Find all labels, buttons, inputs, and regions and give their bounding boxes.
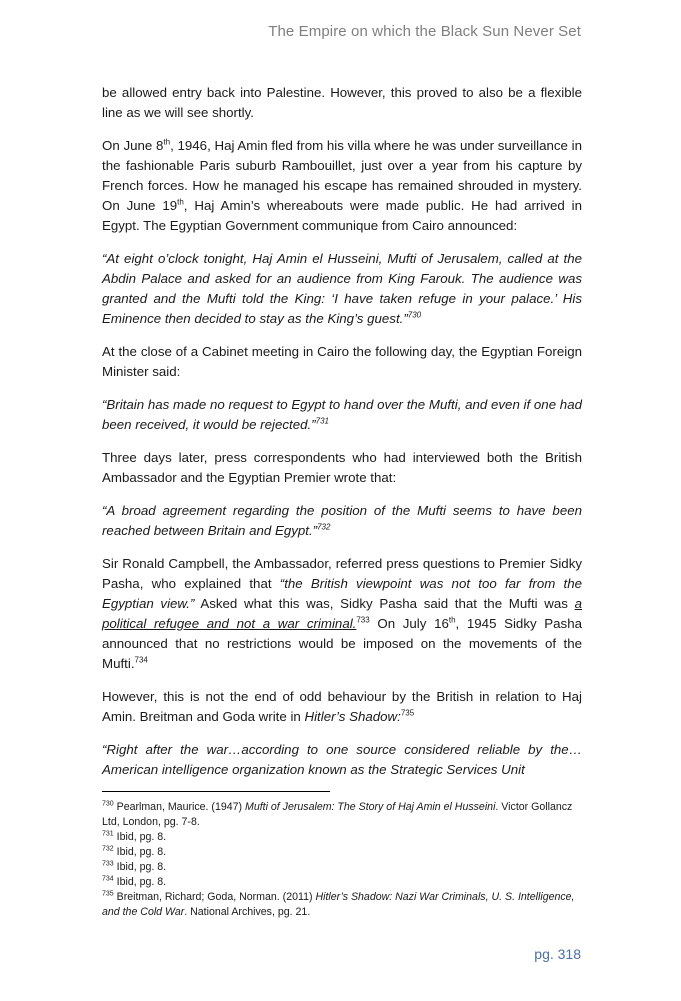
footnote-ref[interactable]: 735 [400, 708, 415, 718]
underlined-phrase: a political refugee and not a war criminal. [102, 596, 582, 631]
inline-quote: “the British viewpoint was not too far from the Egyptian view.” [102, 576, 582, 611]
footnote-733 [102, 860, 582, 875]
footnote-ref[interactable]: 734 [134, 655, 148, 665]
footnote-732 [102, 845, 582, 860]
footnote-ref[interactable]: 730 [407, 310, 422, 320]
paragraph-text: Asked what this was, Sidky Pasha said that the Mufti was [194, 596, 575, 611]
paragraph-text: be allowed entry back into Palestine. However, this proved to also be a flexible line as we will see shortly. [102, 85, 582, 120]
running-header: The Empire on which the Black Sun Never Set [268, 23, 581, 40]
footnotes [102, 800, 582, 920]
footnote-734 [102, 875, 582, 890]
footnote-text: Pearlman, Maurice. (1947) [113, 801, 245, 813]
footnote-number: 731 [102, 830, 114, 838]
ordinal-suffix: th [177, 197, 184, 207]
footnote-title: Hitler’s Shadow: Nazi War Criminals, U. S. Intelligence, and the Cold War [102, 891, 575, 918]
quote-text: “Britain has made no request to Egypt to hand over the Mufti, and even if one had been received, it would be rejected.” [102, 397, 582, 432]
quote-1 [102, 249, 582, 329]
paragraph-3 [102, 342, 582, 382]
paragraph-1 [102, 83, 582, 123]
footnote-ref[interactable]: 732 [317, 522, 331, 532]
paragraph-5 [102, 554, 582, 674]
footnote-730 [102, 800, 582, 830]
footnote-text: . Victor Gollancz Ltd, London, pg. 7-8. [102, 801, 573, 828]
footnote-number: 732 [102, 845, 114, 853]
quote-4 [102, 740, 582, 780]
quote-text: “A broad agreement regarding the position of the Mufti seems to have been reached between Britain and Egypt.” [102, 503, 582, 538]
paragraph-text: , 1945 Sidky Pasha announced that no restrictions would be imposed on the movements of the Mufti. [102, 616, 582, 671]
paragraph-text: However, this is not the end of odd behaviour by the British in relation to Haj Amin. Breitman and Goda write in [102, 689, 582, 724]
quote-text: “At eight o’clock tonight, Haj Amin el Husseini, Mufti of Jerusalem, called at the Abdin Palace and asked for an audience from King Farouk. The audience was granted and the Mufti told the King: ‘I have taken refuge in your palace.’ His Eminence then decided to stay as the King’s guest.” [102, 251, 582, 326]
footnote-title: Mufti of Jerusalem: The Story of Haj Amin el Husseini [245, 801, 496, 813]
paragraph-6 [102, 687, 582, 727]
footnote-number: 735 [102, 890, 114, 898]
paragraph-text: On June 8 [102, 138, 164, 153]
paragraph-text: Sir Ronald Campbell, the Ambassador, referred press questions to Premier Sidky Pasha, who explained that [102, 556, 582, 591]
footnote-ref[interactable]: 731 [315, 416, 329, 426]
paragraph-text: , Haj Amin’s whereabouts were made public. He had arrived in Egypt. The Egyptian Government communique from Cairo announced: [102, 198, 582, 233]
paragraph-text: On July 16 [369, 616, 449, 631]
quote-2 [102, 395, 582, 435]
footnote-text: Ibid, pg. 8. [113, 861, 167, 873]
paragraph-4 [102, 448, 582, 488]
book-title: Hitler’s Shadow: [304, 709, 401, 724]
footnote-text: Ibid, pg. 8. [113, 846, 167, 858]
footnote-735 [102, 890, 582, 920]
footnote-text: Ibid, pg. 8. [113, 876, 167, 888]
body-text [102, 83, 582, 793]
ordinal-suffix: th [163, 137, 171, 147]
paragraph-2 [102, 136, 582, 236]
footnote-ref[interactable]: 733 [356, 615, 370, 625]
page-number: pg. 318 [534, 946, 581, 962]
footnote-text: Ibid, pg. 8. [113, 831, 167, 843]
footnote-text: Breitman, Richard; Goda, Norman. (2011) [113, 891, 316, 903]
paragraph-text: At the close of a Cabinet meeting in Cairo the following day, the Egyptian Foreign Minister said: [102, 344, 582, 379]
footnote-divider [102, 791, 330, 792]
footnote-number: 733 [102, 860, 114, 868]
paragraph-text: Three days later, press correspondents who had interviewed both the British Ambassador and the Egyptian Premier wrote that: [102, 450, 582, 485]
paragraph-text: , 1946, Haj Amin fled from his villa where he was under surveillance in the fashionable Paris suburb Rambouillet, just over a year from his capture by French forces. How he managed his escape has remained shrouded in mystery. On June 19 [102, 138, 582, 213]
footnote-731 [102, 830, 582, 845]
quote-3 [102, 501, 582, 541]
footnote-number: 730 [102, 800, 114, 808]
ordinal-suffix: th [448, 615, 456, 625]
footnote-text: . National Archives, pg. 21. [184, 906, 311, 918]
quote-text: “Right after the war…according to one source considered reliable by the…American intelligence organization known as the Strategic Services Unit [102, 742, 582, 777]
footnote-number: 734 [102, 875, 114, 883]
